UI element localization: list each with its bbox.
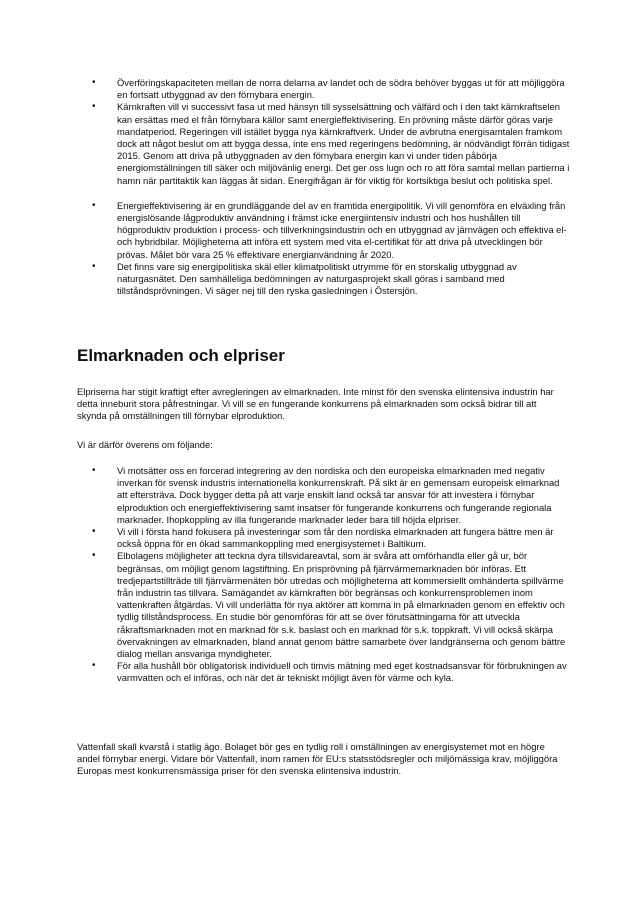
- list-item: • Det finns vare sig energipolitiska skäl eller klimatpolitiskt utrymme för en storskalig utbyggnad av naturgasnätet. Den samhälleliga bedömningen av naturgasprojekt skall göras i samband med tillståndsprövningen. Vi säger nej till den ryska gasledningen i Östersjön.: [92, 260, 517, 297]
- intro-paragraph: Elpriserna har stigit kraftigt efter avregleringen av elmarknaden. Inte minst för den svenska elintensiva industrin har detta inneburit stora påfrestningar. Vi vill se en fungerande konkurrens på elmarknaden som också bidrar till att skynda på omställningen till förnybar elproduktion.: [77, 386, 554, 422]
- bullet-list-bottom: [92, 465, 572, 685]
- list-item: • Energieffektivisering är en grundläggande del av en framtida energipolitik. Vi vill genomföra en elväxling från energislösande lågproduktiv användning i främst icke energiintensiv industri och hos hushållen till högproduktiv produktion i process- och tillverkningsindustrin och en utbyggnad av järnvägen och effektiva el- och hybridbilar. Möjligheterna att införa ett system med vita el-certifikat för att driva på utvecklingen bör prövas. Målet bör vara 25 % effektivare energianvändning år 2020.: [92, 199, 567, 260]
- bullet-icon: •: [92, 660, 96, 672]
- list-item: • Vi motsätter oss en forcerad integrering av den nordiska och den europeiska elmarknaden med negativ inverkan för svensk industris internationella konkurrenskraft. På sikt är en gemensam europeisk elmarknad att eftersträva. Dock bygger detta på att varje enskilt land också tar ansvar för att investera i förnybar elproduktion och energieffektivisering samt insatser för fungerande konkurrens och fungerande regionala marknader. Ihopkoppling av illa fungerande marknader leder bara till höjda elpriser.: [92, 465, 560, 525]
- list-item: • Överföringskapaciteten mellan de norra delarna av landet och de södra behöver byggas ut för att möjliggöra en fortsatt utbyggnad av den förnybara energin.: [92, 77, 565, 101]
- agreement-line: Vi är därför överens om följande:: [77, 439, 213, 450]
- list-item: • Kärnkraften vill vi successivt fasa ut med hänsyn till sysselsättning och välfärd och i den takt kärnkraftselen kan ersättas med el från förnybara källor samt energieffektivisering. En prövning måste därför göras varje mandatperiod. Regeringen vill istället bygga nya kärnkraftverk. Under de avbrutna energisamtalen framkom dock att något beslut om att bygga dessa, inte ens med regeringens bedömning, är nödvändigt förrän tidigast 2015. Genom att driva på utbyggnaden av den förnybara energin kan vi under tiden påbörja energiomställningen till säker och miljövänlig energi. Det ger oss lugn och ro att föra samtal mellan partierna i hamn när partitaktik kan läggas åt sidan. Energifrågan är för viktig för kortsiktiga beslut och politiska spel.: [92, 101, 570, 186]
- bullet-icon: •: [92, 260, 96, 272]
- list-item: • Elbolagens möjligheter att teckna dyra tillsvidareavtal, som är svåra att omförhandla eller gå ur, bör begränsas, om möjligt genom lagstiftning. En prisprövning på fjärrvärmemarknaden bör införas. Ett tredjepartstillträde till fjärrvärmenäten bör utredas och möjligheterna att kommersiellt omhänderta spillvärme från industrin tas tillvara. Samägandet av kärnkraften bör begränsas och konkurrensproblemen inom vattenkraften åtgärdas. Vi vill underlätta för nya aktörer att komma in på elmarknaden genom en effektiv och tydlig tillståndsprocess. En studie bör genomföras för att se över förutsättningarna för att utveckla råkraftsmarknaden mot en marknad för s.k. baslast och en marknad för s.k. toppkraft. Vi vill också skärpa övervakningen av elmarknaden, bland annat genom bättre samarbete över landgränserna och genom bättre dialog mellan ansvariga myndigheter.: [92, 550, 566, 660]
- bullet-icon: •: [92, 77, 96, 88]
- bullet-icon: •: [92, 101, 96, 113]
- section-heading: Elmarknaden och elpriser: [77, 346, 285, 365]
- bullet-list-top: [92, 77, 572, 297]
- list-item: • Vi vill i första hand fokusera på investeringar som får den nordiska elmarknaden att fungera bättre men är också öppna för en ökad sammankoppling med energisystemet i Baltikum.: [92, 526, 554, 550]
- bullet-icon: •: [92, 550, 96, 562]
- list-item: • För alla hushåll bör obligatorisk individuell och timvis mätning med eget kostnadsansvar för förbrukningen av varmvatten och el införas, och när det är tekniskt möjligt även för värme och kyla.: [92, 660, 567, 684]
- bullet-icon: •: [92, 526, 96, 538]
- closing-paragraph: Vattenfall skall kvarstå i statlig ägo. Bolaget bör ges en tydlig roll i omställningen av energisystemet mot en högre andel förnybar energi. Vidare bör Vattenfall, inom ramen för EU:s statsstödsregler och miljömässiga krav, möjliggöra Europas mest konkurrensmässiga priser för den svenska elintensiva industrin.: [77, 741, 558, 777]
- bullet-icon: •: [92, 465, 96, 476]
- bullet-icon: •: [92, 199, 96, 211]
